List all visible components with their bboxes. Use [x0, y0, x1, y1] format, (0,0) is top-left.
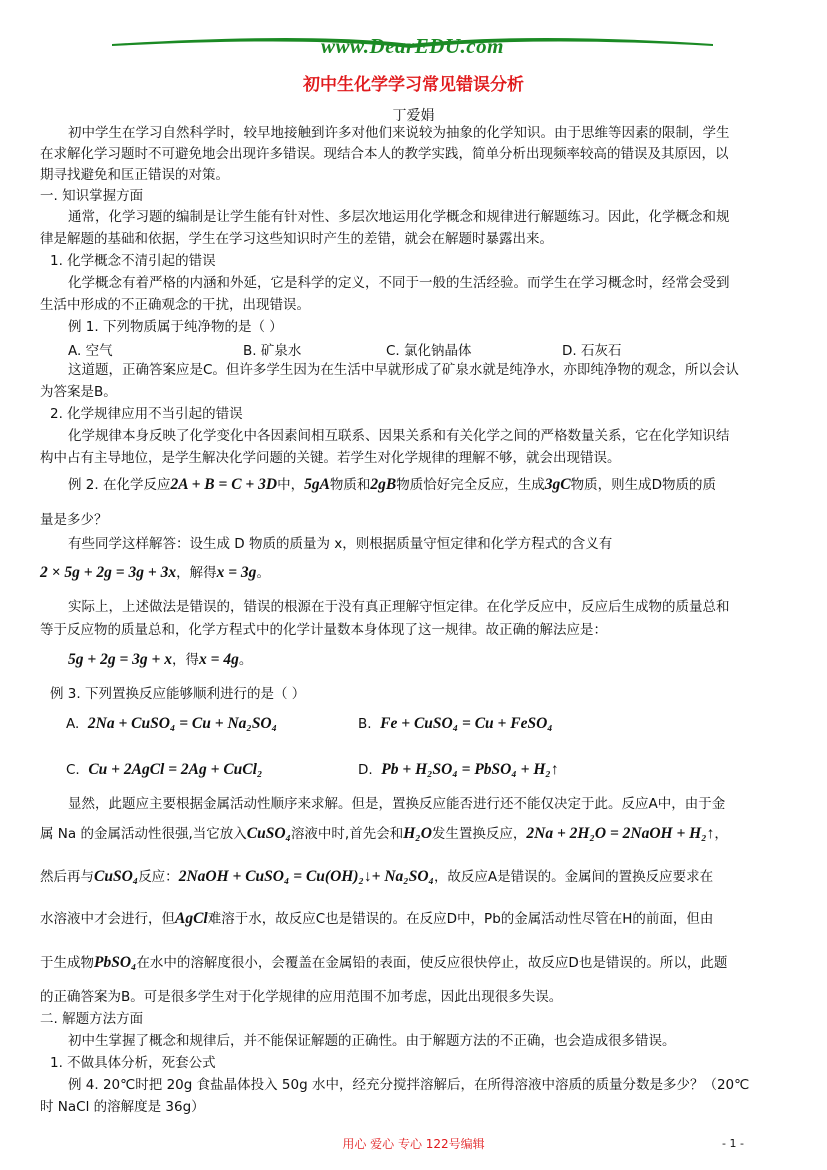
option-c: C. 氯化钠晶体: [386, 343, 472, 359]
formula: H₂O: [403, 825, 432, 842]
paragraph-line: 这道题，正确答案应是C。但许多学生因为在生活中早就形成了矿泉水就是纯净水，亦即纯净物的观念，所以会认: [68, 362, 739, 378]
equation: Cu + 2AgCl = 2Ag + CuCl₂: [88, 761, 263, 778]
text: 于生成物: [40, 955, 94, 971]
example-question: 例 1. 下列物质属于纯净物的是（ ）: [68, 319, 283, 335]
subsection-heading: 2. 化学规律应用不当引起的错误: [50, 406, 243, 422]
text: 物质和: [329, 477, 371, 493]
text: ，解得: [176, 565, 217, 581]
equation: 2Na + CuSO₄ = Cu + Na₂SO₄: [87, 715, 278, 732]
paragraph-line: 化学概念有着严格的内涵和外延，它是科学的定义，不同于一般的生活经验。而学生在学习概念时，经常会受到: [68, 275, 730, 291]
text: 发生置换反应，: [431, 826, 527, 842]
text: 。: [256, 565, 270, 581]
paragraph-line: 为答案是B。: [40, 384, 117, 400]
option-label: A.: [66, 716, 80, 732]
author: 丁爱娟: [392, 108, 435, 124]
paragraph-line: 实际上，上述做法是错误的，错误的根源在于没有真正理解守恒定律。在化学反应中，反应后生成物的质量总和: [68, 599, 730, 615]
text: 反应：: [138, 869, 179, 885]
text: 水溶液中才会进行，但: [40, 911, 175, 927]
formula: 5gA: [304, 476, 330, 493]
formula: PbSO₄: [94, 954, 137, 971]
page-number: - 1 -: [722, 1137, 744, 1150]
formula: AgCl: [175, 910, 208, 927]
equation: x = 3g: [216, 564, 257, 581]
equation: x = 4g: [199, 651, 239, 668]
paragraph-line: 有些同学这样解答：设生成 D 物质的质量为 x，则根据质量守恒定律和化学方程式的含义有: [68, 536, 613, 552]
paragraph-line: 的正确答案为B。可是很多学生对于化学规律的应用范围不加考虑，因此出现很多失误。: [40, 989, 563, 1005]
equation: 2Na + 2H₂O = 2NaOH + H₂↑: [526, 825, 715, 842]
paragraph-line: 显然，此题应主要根据金属活动性顺序来求解。但是，置换反应能否进行还不能仅决定于此。反应A中，由于金: [68, 796, 726, 812]
text: 。: [238, 652, 253, 668]
text: 中，: [277, 477, 305, 493]
equation: Pb + H₂SO₄ = PbSO₄ + H₂↑: [381, 761, 559, 778]
paragraph-line: [40, 910, 713, 928]
option-a: [66, 715, 277, 733]
section-heading: 二. 解题方法方面: [40, 1011, 144, 1027]
text: 难溶于水，故反应C也是错误的。在反应D中，Pb的金属活动性尽管在H的前面，但由: [207, 911, 714, 927]
text: 属 Na 的金属活动性很强,当它放入: [40, 826, 247, 842]
footer-text: 用心 爱心 专心 122号编辑: [342, 1137, 485, 1151]
text: 然后再与: [40, 869, 94, 885]
option-b: B. 矿泉水: [243, 343, 302, 359]
paragraph-line: 通常，化学习题的编制是让学生能有针对性、多层次地运用化学概念和规律进行解题练习。因此，化学概念和规: [68, 209, 730, 225]
equation: Fe + CuSO₄ = Cu + FeSO₄: [380, 715, 553, 732]
paragraph-line: 初中学生在学习自然科学时，较早地接触到许多对他们来说较为抽象的化学知识。由于思维等因素的限制，学生: [68, 125, 730, 141]
option-label: D.: [358, 762, 373, 778]
text: 物质，则生成D物质的质: [570, 477, 717, 493]
paragraph-line: [40, 868, 713, 886]
formula: CuSO₄: [246, 825, 291, 842]
paragraph-line: 生活中形成的不正确观念的干扰，出现错误。: [40, 297, 310, 313]
site-url[interactable]: www.DearEDU.com: [321, 34, 504, 58]
formula: 2gB: [370, 476, 397, 493]
text: 在水中的溶解度很小，会覆盖在金属铅的表面，使反应很快停止，故反应D也是错误的。所以，此题: [136, 955, 728, 971]
option-c: [66, 761, 262, 779]
formula: 3gC: [544, 476, 571, 493]
equation: 2 × 5g + 2g = 3g + 3x: [40, 564, 177, 581]
equation: 5g + 2g = 3g + x: [68, 651, 172, 668]
equation: 2A + B = C + 3D: [170, 476, 278, 493]
subsection-heading: 1. 化学概念不清引起的错误: [50, 253, 216, 269]
option-a: A. 空气: [68, 343, 113, 359]
text: 例 2. 在化学反应: [68, 477, 171, 493]
option-label: B.: [358, 716, 372, 732]
site-banner: [110, 30, 715, 70]
paragraph-line: 量是多少？: [40, 512, 108, 528]
paragraph-line: 时 NaCl 的溶解度是 36g）: [40, 1099, 205, 1115]
paragraph-line: [40, 825, 728, 843]
text: 溶液中时,首先会和: [290, 826, 404, 842]
example-question: 例 3. 下列置换反应能够顺利进行的是（ ）: [50, 686, 306, 702]
equation-line: [68, 651, 252, 669]
example-question: [68, 476, 716, 494]
text: ，得: [172, 652, 199, 668]
paragraph-line: 化学规律本身反映了化学变化中各因素间相互联系、因果关系和有关化学之间的严格数量关系，它在化学知识结: [68, 428, 730, 444]
equation-line: [40, 564, 270, 582]
paragraph-line: 等于反应物的质量总和，化学方程式中的化学计量数本身体现了这一规律。故正确的解法应是：: [40, 622, 607, 638]
paragraph-line: 期寻找避免和匡正错误的对策。: [40, 167, 229, 183]
option-label: C.: [66, 762, 80, 778]
paragraph-line: 构中占有主导地位，是学生解决化学问题的关键。若学生对化学规律的理解不够，就会出现错误。: [40, 450, 621, 466]
section-heading: 一. 知识掌握方面: [40, 188, 144, 204]
paragraph-line: 初中生掌握了概念和规律后，并不能保证解题的正确性。由于解题方法的不正确，也会造成很多错误。: [68, 1033, 676, 1049]
text: ，故反应A是错误的。金属间的置换反应要求在: [433, 869, 714, 885]
paragraph-line: 律是解题的基础和依据，学生在学习这些知识时产生的差错，就会在解题时暴露出来。: [40, 231, 553, 247]
text: ，: [714, 826, 728, 842]
subsection-heading: 1. 不做具体分析，死套公式: [50, 1055, 216, 1071]
option-d: D. 石灰石: [562, 343, 622, 359]
equation: 2NaOH + CuSO₄ = Cu(OH)₂↓+ Na₂SO₄: [178, 868, 434, 885]
page-title: 初中生化学学习常见错误分析: [303, 75, 524, 95]
text: 物质恰好完全反应，生成: [396, 477, 545, 493]
formula: CuSO₄: [94, 868, 139, 885]
paragraph-line: [40, 954, 727, 972]
paragraph-line: 在求解化学习题时不可避免地会出现许多错误。现结合本人的教学实践，简单分析出现频率较高的错误及其原因，以: [40, 146, 729, 162]
option-d: [358, 761, 559, 779]
option-b: [358, 715, 553, 733]
example-question: 例 4. 20℃时把 20g 食盐晶体投入 50g 水中，经充分搅拌溶解后，在所得溶液中溶质的质量分数是多少？（20℃: [68, 1077, 750, 1093]
